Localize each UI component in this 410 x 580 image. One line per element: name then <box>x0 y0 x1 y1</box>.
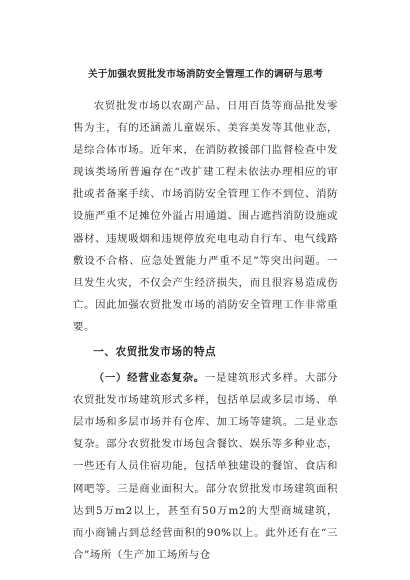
document-title: 关于加强农贸批发市场消防安全管理工作的调研与思考 <box>87 69 324 80</box>
intro-paragraph: 农贸批发市场以农副产品、日用百货等商品批发零售为主，有的还涵盖儿童娱乐、美容美发等其他业态，是综合体市场。近年来，在消防救援部门监督检查中发现该类场所普遍存在“改扩建工程未依法办理相应的审批或者备案手续、市场消防安全管理工作不到位、消防设施严重不足摊位外溢占用通道、围占遮挡消防设施或器材、违规吸烟和违规停放充电电动自行车、电气线路敷设不合格、应急处置能力严重不足”等突出问题。一旦发生火灾，不仅会产生经济损失，而且很容易造成伤亡。因此加强农贸批发市场的消防安全管理工作非常重要。 <box>73 100 338 333</box>
subsection-paragraph <box>73 364 338 566</box>
subsection-label: （一）经营业态复杂。 <box>93 372 205 385</box>
subsection-text: 一是建筑形式多样。大部分农贸批发市场建筑形式多样，包括单层或多层市场、单层市场和多层市场并有仓库、加工场等建筑。二是业态复杂。部分农贸批发市场包含餐饮、娱乐等多种业态，一些还有人员住宿功能，包括单独建设的餐馆、食店和网吧等。三是商业面积大。部分农贸批发市场建筑面积达到5万m2以上，甚至有50万m2的大型商城建筑，而小商铺占到总经营面积的90%以上。此外还有在“三合”场所（生产加工场所与仓 <box>73 372 339 561</box>
section-heading: 一、农贸批发市场的特点 <box>93 346 217 359</box>
